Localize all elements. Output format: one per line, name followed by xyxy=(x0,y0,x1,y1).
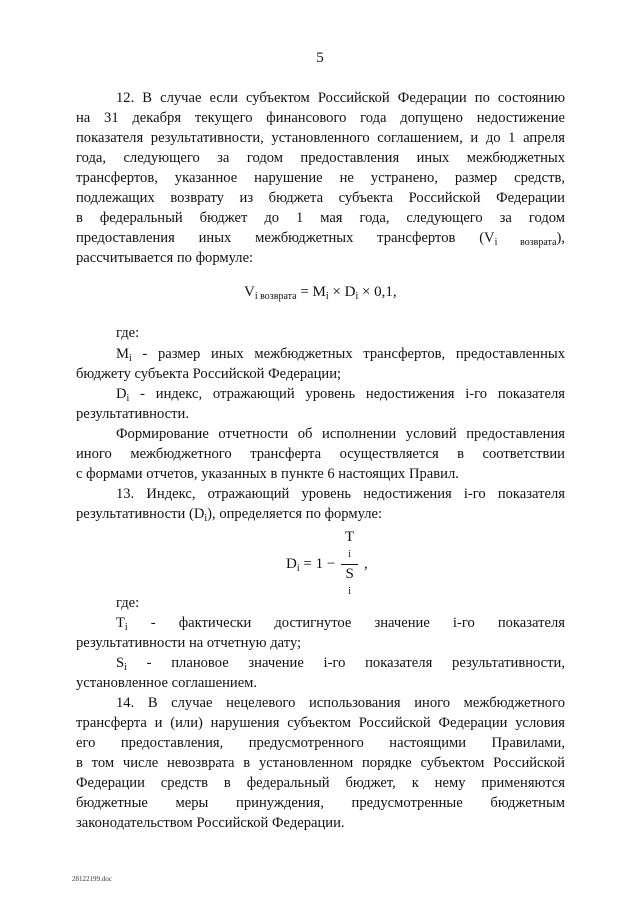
text-line: его предоставления, предусмотренного настоящими Правилами, xyxy=(76,735,565,751)
fraction xyxy=(341,528,358,601)
text-line: результативности. xyxy=(76,406,189,422)
numerator xyxy=(341,528,358,565)
text-line: 13. Индекс, отражающий уровень недостижения i-го показателя xyxy=(116,486,565,502)
text-line: 14. В случае нецелевого использования иного межбюджетного xyxy=(116,695,565,711)
formula-symbol: S xyxy=(345,566,354,582)
text-line: Формирование отчетности об исполнении условий предоставления xyxy=(116,426,565,442)
text-line: Федерации средств в федеральный бюджет, к нему применяются xyxy=(76,775,565,791)
text-line: подлежащих возврату из бюджета субъекта Российской Федерации xyxy=(76,190,565,206)
text-line xyxy=(116,384,565,404)
text-line: трансферта и (или) нарушения субъектом Российской Федерации условия xyxy=(76,715,565,731)
text-run: - индекс, отражающий уровень недостижения i-го показателя xyxy=(129,386,565,402)
subscript: i xyxy=(348,549,352,560)
subscript: i xyxy=(204,513,208,524)
symbol-d: D xyxy=(116,386,127,402)
formula-operator: = 1 − xyxy=(299,556,340,572)
text-line: установленное соглашением. xyxy=(76,675,258,691)
formula-symbol: D xyxy=(286,556,297,572)
text-line: года, следующего за годом предоставления иных межбюджетных xyxy=(76,150,565,166)
subscript: i xyxy=(325,291,329,302)
text-run: - плановое значение i-го показателя результативности, xyxy=(126,655,565,671)
text-line xyxy=(116,344,565,364)
formula-operator: × D xyxy=(328,284,356,300)
text-line: бюджетные меры принуждения, предусмотренные бюджетным xyxy=(76,795,565,811)
symbol-s: S xyxy=(116,655,125,671)
subscript: i xyxy=(296,562,300,574)
text-line: с формами отчетов, указанных в пункте 6 настоящих Правил. xyxy=(76,466,459,482)
text-line: на 31 декабря текущего финансового года допущено недостижение xyxy=(76,110,565,126)
formula-d-index xyxy=(286,528,368,601)
text-line xyxy=(116,613,565,633)
text-run: ), xyxy=(556,230,565,246)
text-line: в том числе невозврата в установленном порядке субъектом Российской xyxy=(76,755,565,771)
formula-operator: = M xyxy=(296,284,326,300)
text-line: рассчитывается по формуле: xyxy=(76,250,254,266)
subscript: i xyxy=(128,353,132,364)
formula-tail: × 0,1, xyxy=(358,284,397,300)
subscript: i xyxy=(348,586,352,597)
subscript: i xyxy=(124,662,127,673)
text-line: где: xyxy=(116,325,140,341)
text-line xyxy=(76,504,565,524)
text-run: предоставления иных межбюджетных трансфертов (V xyxy=(76,230,495,246)
text-line: законодательством Российской Федерации. xyxy=(76,815,345,831)
text-line xyxy=(116,653,565,673)
subscript: i xyxy=(355,291,359,302)
text-line: бюджету субъекта Российской Федерации; xyxy=(76,366,342,382)
subscript: i возврата xyxy=(254,291,297,302)
text-line: показателя результативности, установленного соглашением, и до 1 апреля xyxy=(76,130,565,146)
text-line xyxy=(76,228,565,248)
text-run: - фактически достигнутое значение i-го показателя xyxy=(127,615,565,631)
formula-symbol: V xyxy=(244,284,255,300)
text-run: - размер иных межбюджетных трансфертов, предоставленных xyxy=(131,346,565,362)
subscript: i xyxy=(124,622,128,633)
symbol-m: M xyxy=(116,346,129,362)
text-line: трансфертов, указанное нарушение не устранено, размер средств, xyxy=(76,170,565,186)
text-line: 12. В случае если субъектом Российской Федерации по состоянию xyxy=(116,90,565,106)
formula-v-return xyxy=(244,284,397,302)
text-run: ), определяется по формуле: xyxy=(207,506,383,522)
text-line: в федеральный бюджет до 1 мая года, следующего за годом xyxy=(76,210,565,226)
text-line: иного межбюджетного трансферта осуществляется в соответствии xyxy=(76,446,565,462)
formula-symbol: T xyxy=(345,529,355,545)
subscript: i xyxy=(126,393,130,404)
text-line: результативности на отчетную дату; xyxy=(76,635,302,651)
formula-tail: , xyxy=(360,556,368,572)
symbol-t: T xyxy=(116,615,125,631)
footer-filename: 28122199.doc xyxy=(72,875,112,883)
text-line: где: xyxy=(116,595,140,611)
text-run: результативности (D xyxy=(76,506,205,522)
page-number: 5 xyxy=(316,50,324,66)
subscript: i возврата xyxy=(494,237,557,248)
